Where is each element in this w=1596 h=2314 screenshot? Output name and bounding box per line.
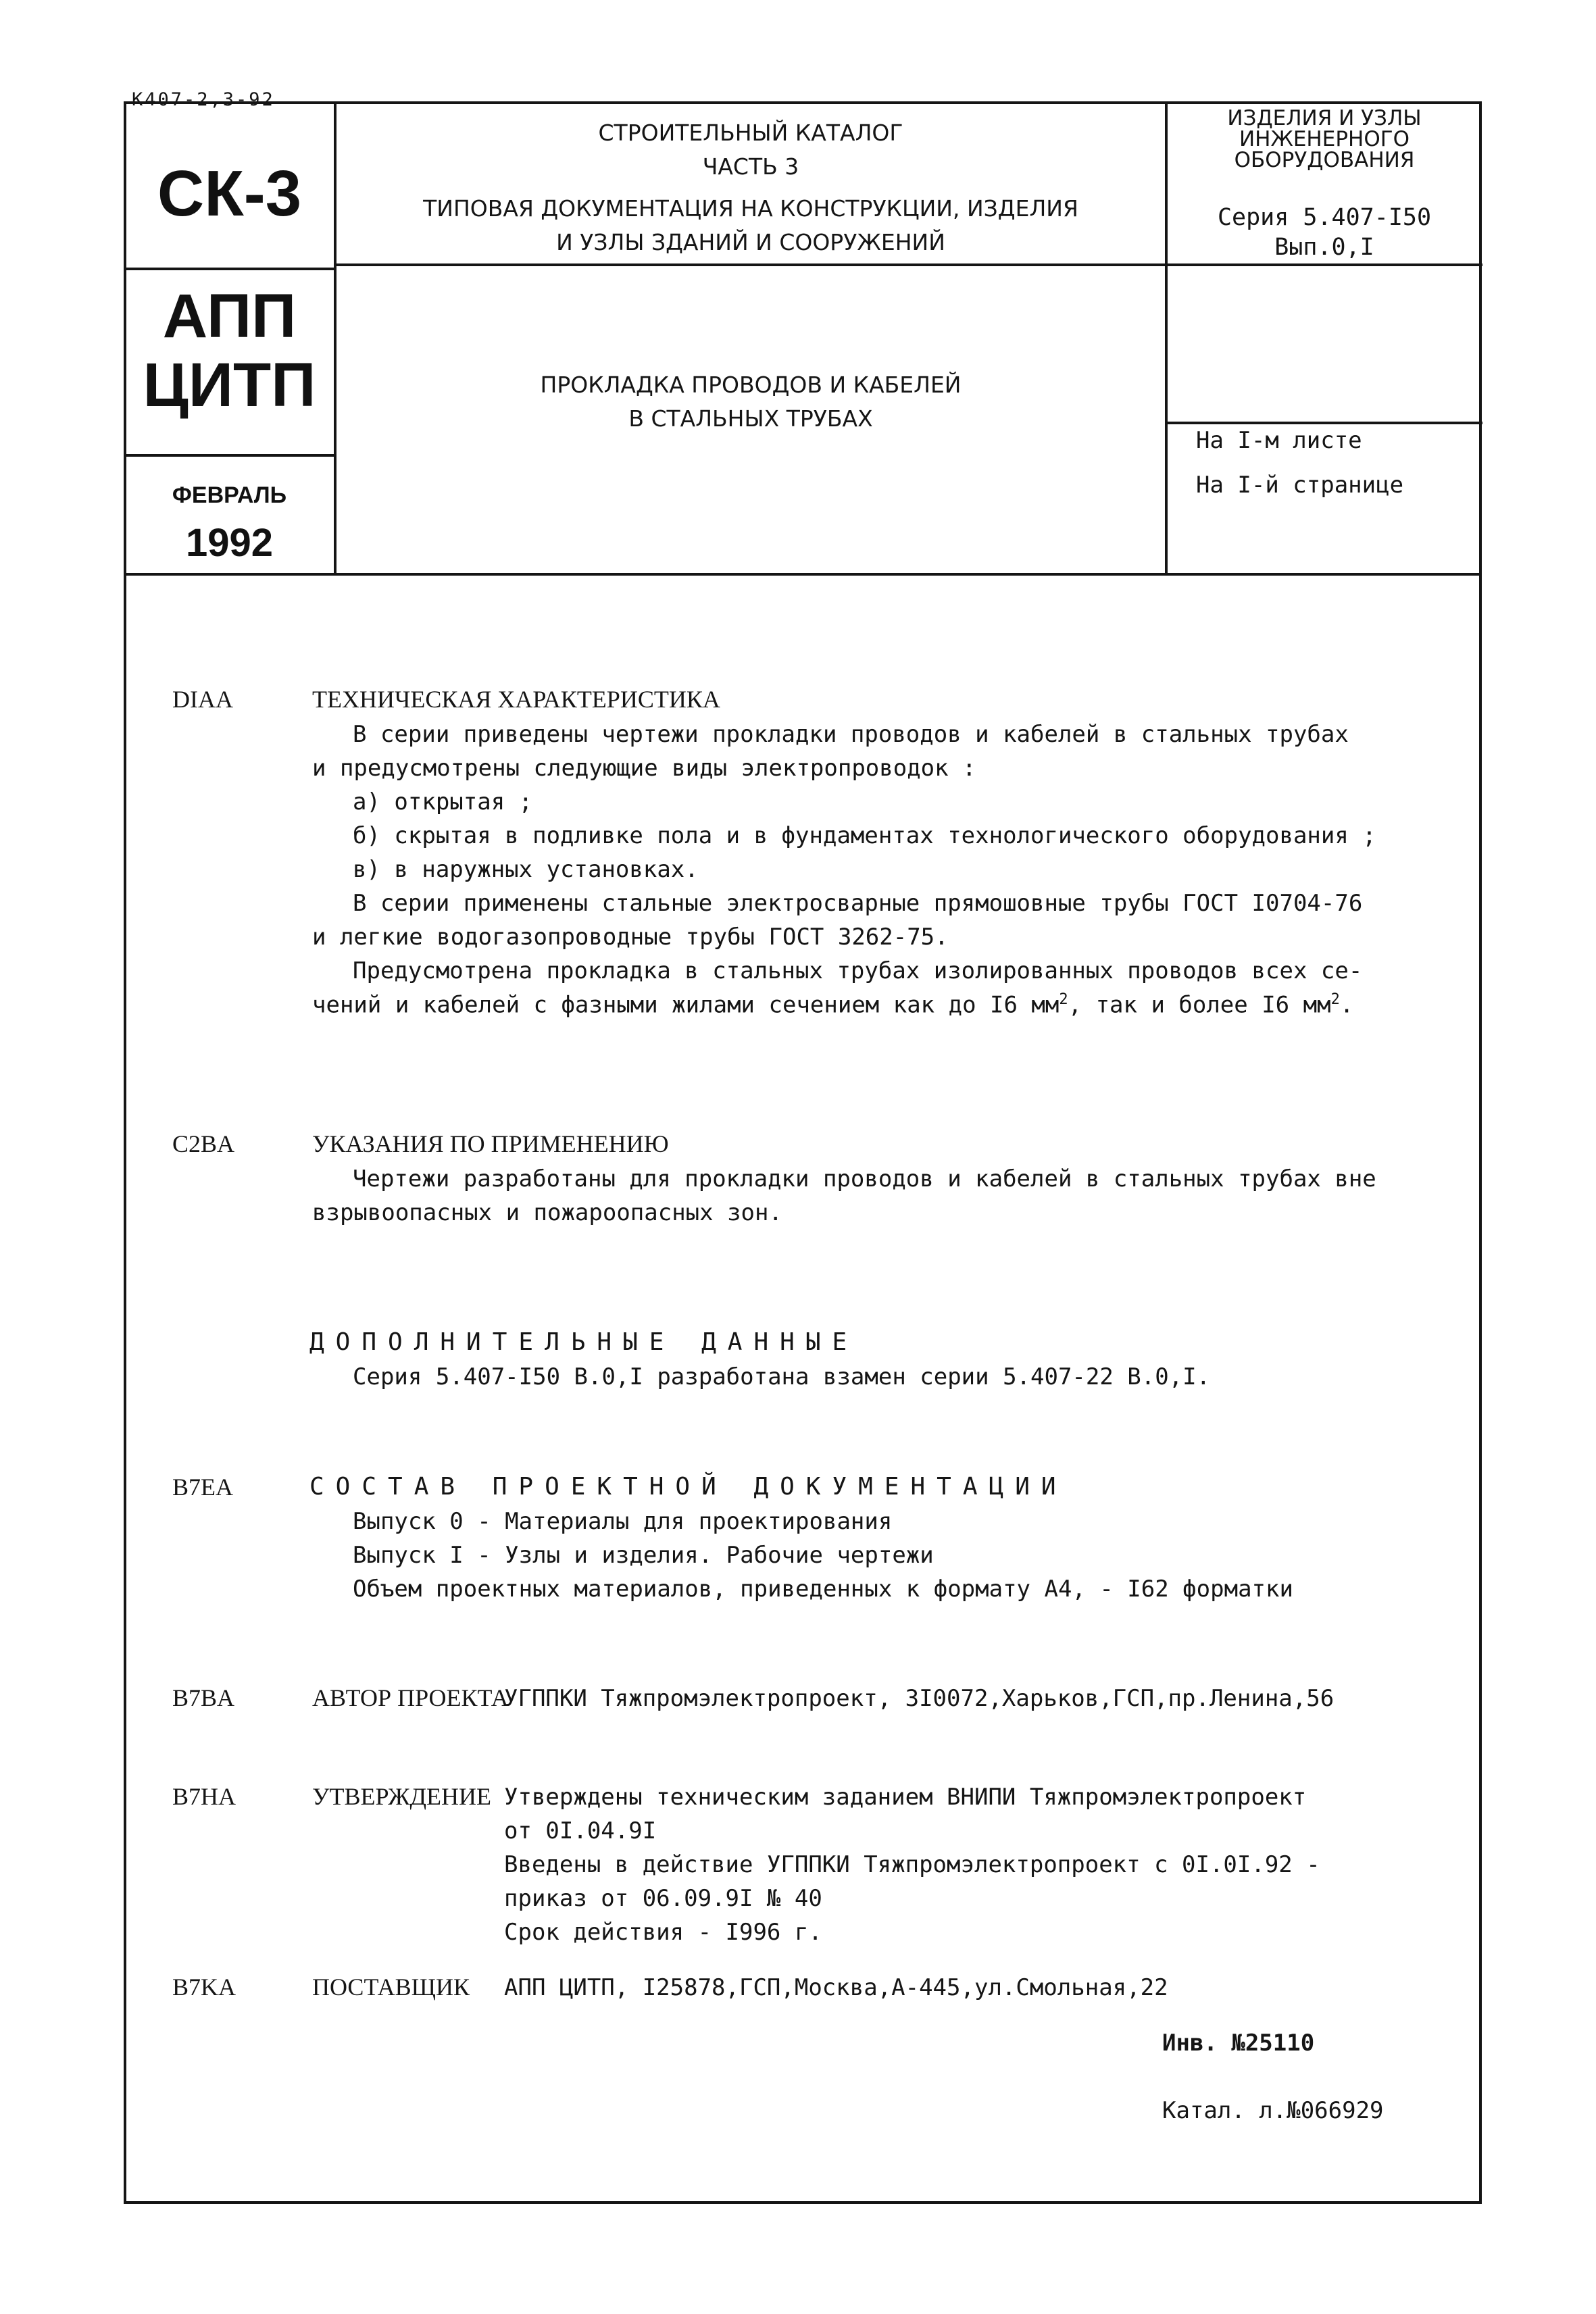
- document-title-line: ПРОКЛАДКА ПРОВОДОВ И КАБЕЛЕЙ: [540, 372, 962, 398]
- inventory-number: Инв. №25110: [1162, 2030, 1315, 2057]
- sheet-count: На І-м листе: [1196, 427, 1362, 454]
- section-line: ОБОРУДОВАНИЯ: [1234, 148, 1415, 172]
- section-title-tech: ТЕХНИЧЕСКАЯ ХАРАКТЕРИСТИКА: [312, 686, 720, 713]
- series-label: Серия 5.407-І50: [1217, 204, 1432, 231]
- org-line-1: АПП: [162, 282, 297, 351]
- section-title-extra: ДОПОЛНИТЕЛЬНЫЕ ДАННЫЕ: [309, 1328, 859, 1356]
- approval-line: приказ от 06.09.9І № 40: [504, 1885, 822, 1912]
- catalog-sheet-number: Катал. л.№066929: [1162, 2097, 1384, 2124]
- section-line: ИЗДЕЛИЯ И УЗЛЫ: [1227, 106, 1422, 130]
- approval-line: от 0І.04.9І: [504, 1817, 657, 1844]
- catalog-title-line: И УЗЛЫ ЗДАНИЙ И СООРУЖЕНИЙ: [556, 229, 945, 255]
- tech-line: и предусмотрены следующие виды электропроводок :: [312, 755, 976, 782]
- composition-line: Объем проектных материалов, приведенных к формату А4, - І62 форматки: [353, 1576, 1293, 1603]
- section-title-approval: УТВЕРЖДЕНИЕ: [312, 1783, 492, 1810]
- usage-line: взрывоопасных и пожароопасных зон.: [312, 1199, 782, 1226]
- org-line-2: ЦИТП: [143, 351, 316, 420]
- header-divider-right: [1165, 101, 1168, 574]
- superscript: 2: [1330, 991, 1340, 1008]
- supplier-text: АПП ЦИТП, І25878,ГСП,Москва,А-445,ул.Смольная,22: [504, 1974, 1168, 2001]
- left-cell-rule-1: [124, 268, 335, 270]
- tech-line: а) открытая ;: [353, 788, 533, 815]
- document-title-line: В СТАЛЬНЫХ ТРУБАХ: [628, 405, 873, 432]
- usage-line: Чертежи разработаны для прокладки проводов и кабелей в стальных трубах вне: [353, 1165, 1376, 1192]
- month-label: ФЕВРАЛЬ: [172, 482, 287, 508]
- section-code-supplier: B7KA: [172, 1973, 236, 2001]
- right-cell-rule: [1165, 422, 1482, 424]
- tech-line: б) скрытая в подливке пола и в фундаментах технологического оборудования ;: [353, 822, 1376, 849]
- approval-line: Введены в действие УГППКИ Тяжпромэлектропроект с 0І.0І.92 -: [504, 1851, 1320, 1878]
- catalog-title-line: СТРОИТЕЛЬНЫЙ КАТАЛОГ: [598, 120, 903, 146]
- catalog-title-line: ТИПОВАЯ ДОКУМЕНТАЦИЯ НА КОНСТРУКЦИИ, ИЗДЕЛИЯ: [423, 195, 1078, 222]
- section-title-composition: СОСТАВ ПРОЕКТНОЙ ДОКУМЕНТАЦИИ: [309, 1473, 1068, 1501]
- section-title-author: АВТОР ПРОЕКТА: [312, 1684, 509, 1711]
- section-title-usage: УКАЗАНИЯ ПО ПРИМЕНЕНИЮ: [312, 1130, 669, 1157]
- left-cell-rule-2: [124, 454, 335, 457]
- year-label: 1992: [185, 521, 274, 565]
- composition-line: Выпуск І - Узлы и изделия. Рабочие чертежи: [353, 1542, 934, 1569]
- section-code-composition: B7EA: [172, 1474, 233, 1501]
- approval-line: Срок действия - І996 г.: [504, 1919, 822, 1946]
- tech-line: и легкие водогазопроводные трубы ГОСТ 3262-75.: [312, 924, 949, 951]
- page-count: На І-й странице: [1196, 472, 1404, 499]
- document-title: [336, 368, 1165, 436]
- tech-line: в) в наружных установках.: [353, 856, 699, 883]
- extra-line: Серия 5.407-І50 В.0,І разработана взамен серии 5.407-22 В.0,І.: [353, 1363, 1211, 1390]
- section-code-usage: C2BA: [172, 1130, 235, 1157]
- issue-label: Вып.0,І: [1274, 234, 1374, 261]
- catalog-title: [336, 116, 1165, 259]
- tech-line: Предусмотрена прокладка в стальных трубах изолированных проводов всех се-: [353, 957, 1363, 984]
- section-code-approval: B7HA: [172, 1783, 236, 1810]
- superscript: 2: [1059, 991, 1068, 1008]
- tech-text: .: [1339, 991, 1354, 1019]
- tech-line: В серии приведены чертежи прокладки проводов и кабелей в стальных трубах: [353, 721, 1349, 748]
- header-bottom-rule: [124, 573, 1482, 576]
- section-code-tech: DIAA: [172, 686, 233, 713]
- header-mid-rule: [334, 263, 1482, 266]
- tech-line: В серии применены стальные электросварные прямошовные трубы ГОСТ І0704-76: [353, 890, 1363, 917]
- sk-label: СК-3: [157, 157, 302, 230]
- catalog-title-line: ЧАСТЬ 3: [702, 153, 799, 180]
- tech-line-last: [312, 991, 1353, 1018]
- author-text: УГППКИ Тяжпромэлектропроект, 3І0072,Харьков,ГСП,пр.Ленина,56: [504, 1685, 1335, 1712]
- section-line: ИНЖЕНЕРНОГО: [1239, 127, 1410, 151]
- composition-line: Выпуск 0 - Материалы для проектирования: [353, 1508, 893, 1535]
- section-title-supplier: ПОСТАВЩИК: [312, 1973, 470, 2001]
- section-code-author: B7BA: [172, 1684, 235, 1711]
- approval-line: Утверждены техническим заданием ВНИПИ Тяжпромэлектропроект: [504, 1784, 1307, 1811]
- tech-text: , так и более І6 мм: [1068, 991, 1331, 1019]
- tech-text: чений и кабелей с фазными жилами сечением как до І6 мм: [312, 991, 1059, 1019]
- section-name: [1168, 108, 1481, 171]
- document-code: К407-2,3-92: [132, 89, 275, 110]
